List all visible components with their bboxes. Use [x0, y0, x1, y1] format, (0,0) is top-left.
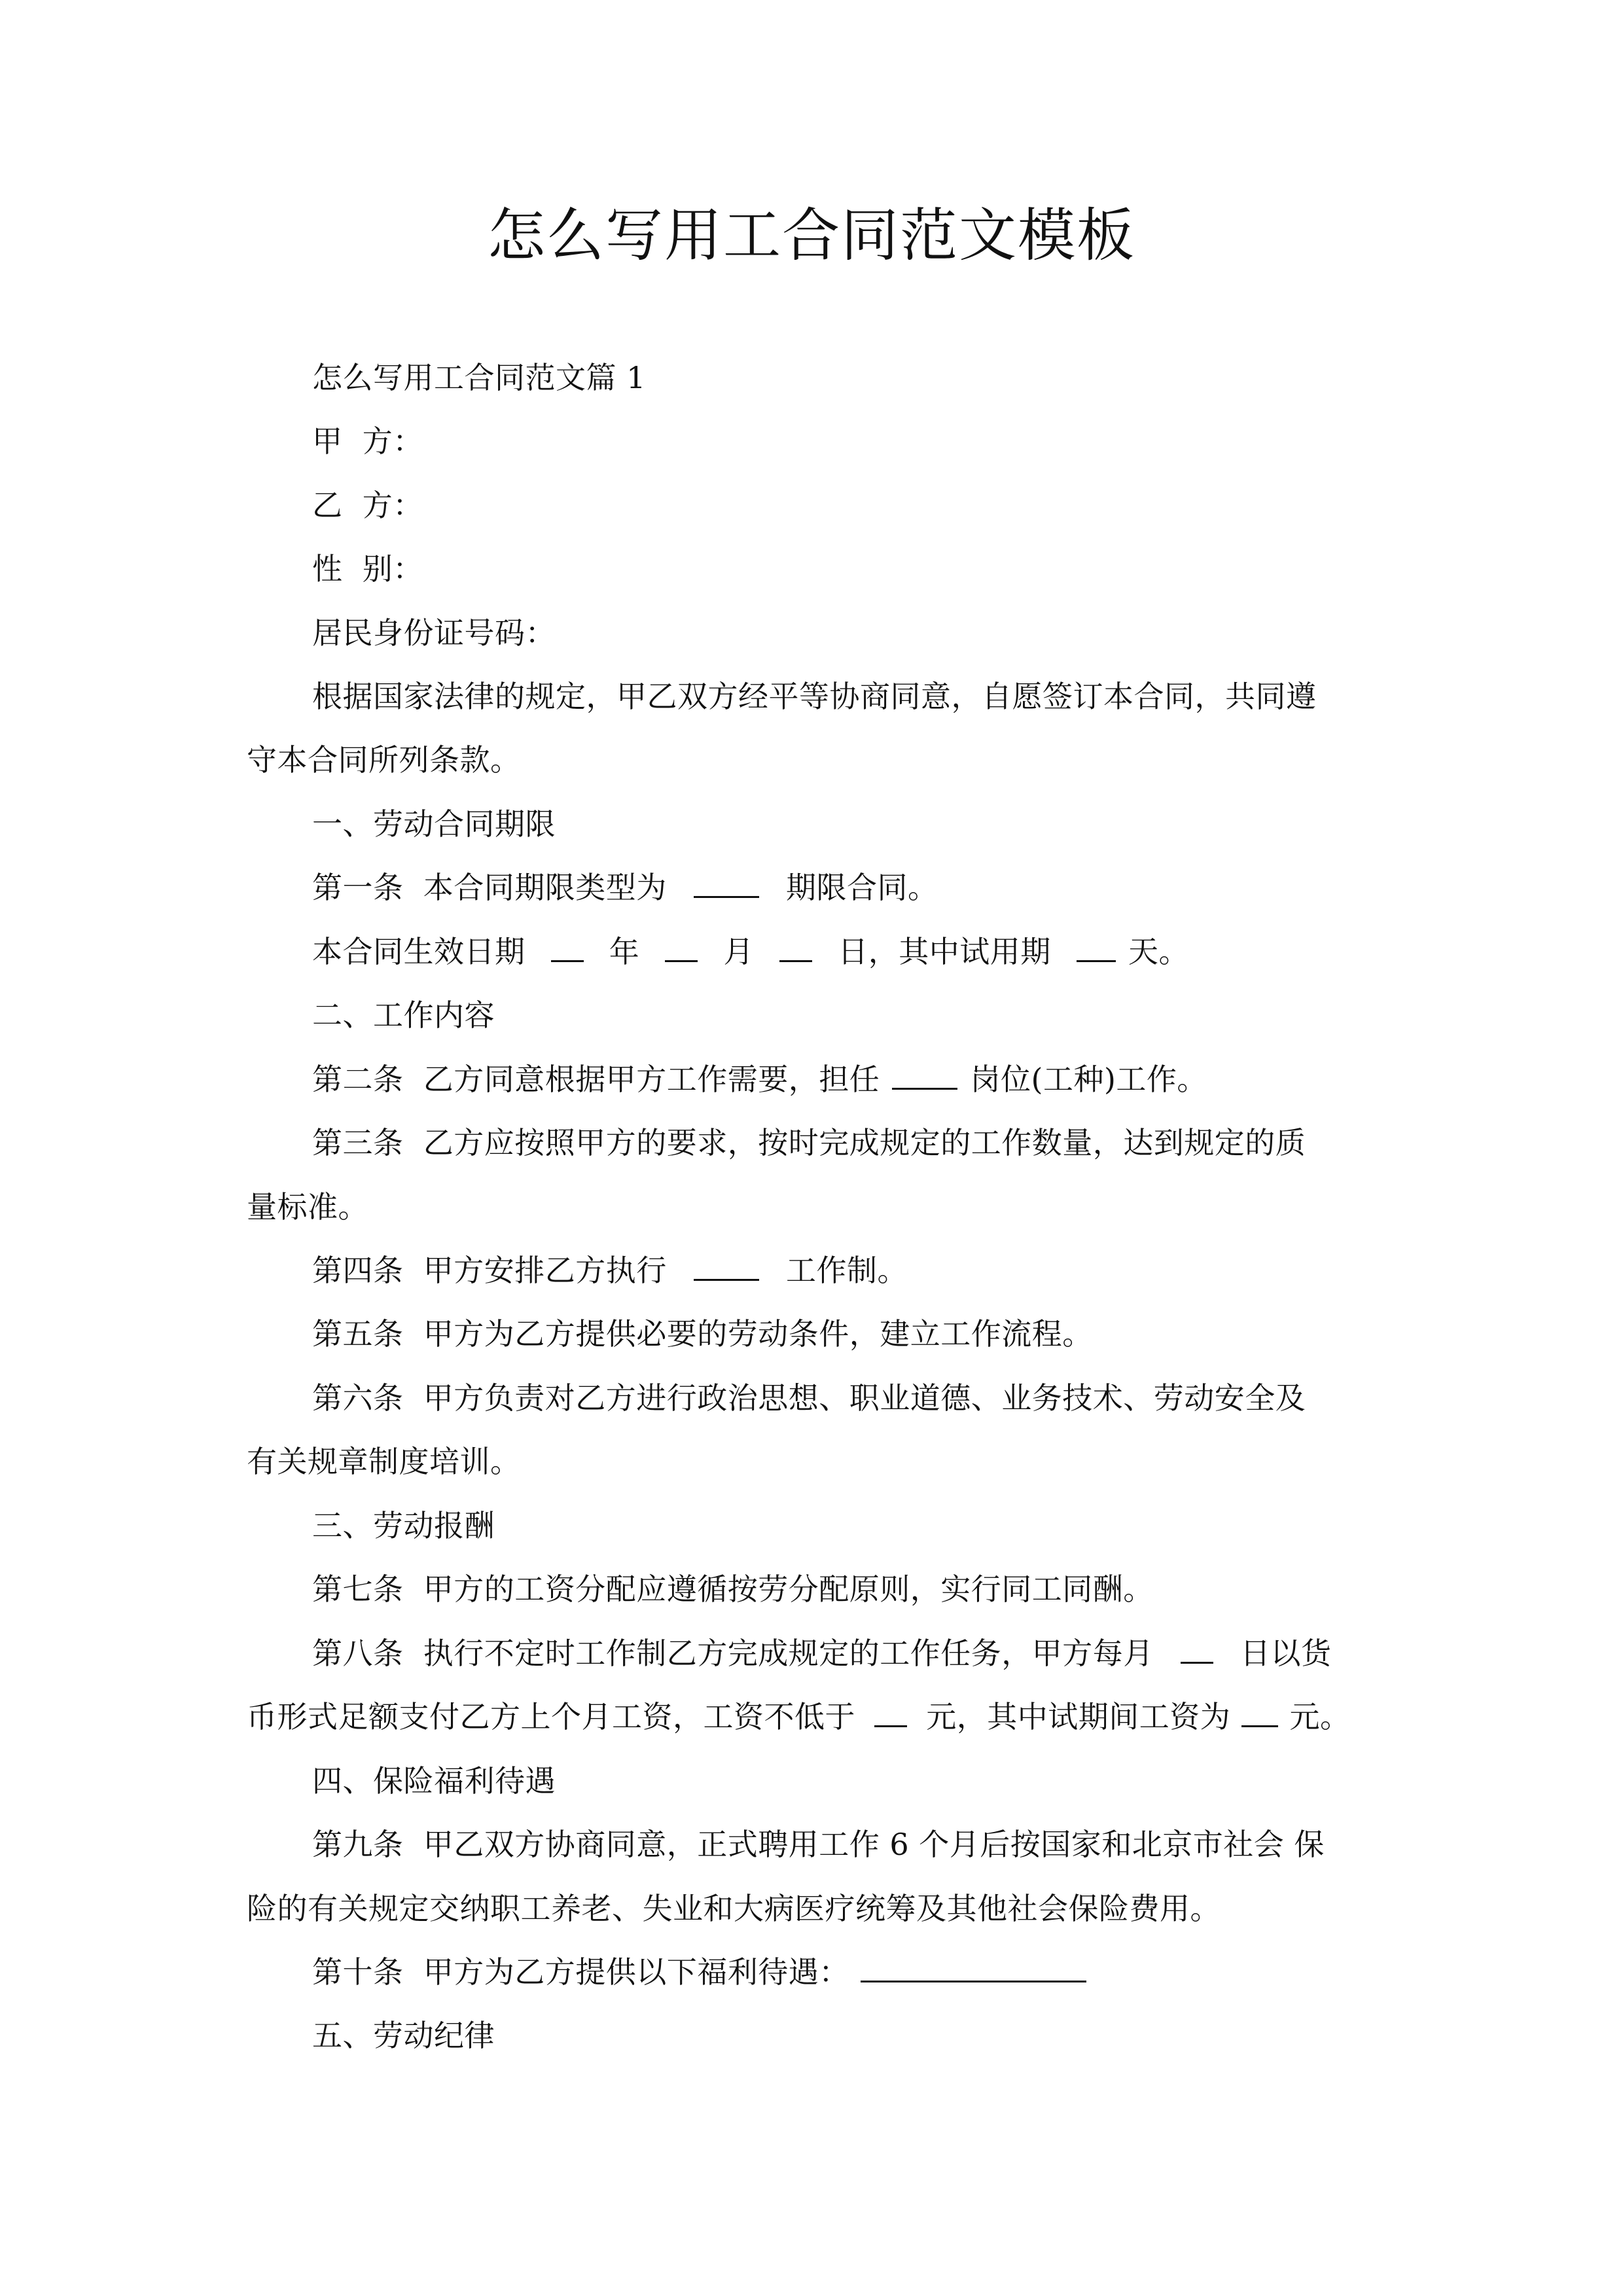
- subtitle: 怎么写用工合同范文篇 1: [312, 360, 646, 395]
- article-text: 元。: [1289, 1699, 1351, 1734]
- section-heading: 五、劳动纪律: [312, 2018, 495, 2053]
- article-8-line: [312, 1634, 1332, 1673]
- effective-date-line: [312, 932, 1189, 971]
- article-text: 第八条 执行不定时工作制乙方完成规定的工作任务，甲方每月: [312, 1636, 1154, 1671]
- article-text: 元，其中试期间工资为: [926, 1699, 1231, 1734]
- section-heading: 一、劳动合同期限: [312, 806, 556, 842]
- blank-field: [1241, 1699, 1278, 1727]
- intro-paragraph-line: 守本合同所列条款。: [247, 742, 521, 778]
- blank-field: [874, 1699, 907, 1727]
- article-text: 第十条 甲方为乙方提供以下福利待遇：: [312, 1954, 849, 1990]
- blank-field: [551, 934, 584, 962]
- section-heading: 四、保险福利待遇: [312, 1763, 556, 1799]
- intro-paragraph-line: 根据国家法律的规定，甲乙双方经平等协商同意，自愿签订本合同，共同遵: [312, 679, 1317, 714]
- article-5: 第五条 甲方为乙方提供必要的劳动条件，建立工作流程。: [312, 1316, 1093, 1352]
- article-7: 第七条 甲方的工资分配应遵循按劳分配原则，实行同工同酬。: [312, 1571, 1154, 1607]
- article-text: 天。: [1128, 934, 1189, 969]
- article-10: [312, 1952, 1088, 1992]
- article-text: 年: [609, 934, 640, 969]
- article-text: 币形式足额支付乙方上个月工资，工资不低于: [247, 1699, 855, 1734]
- article-9-line: 险的有关规定交纳职工养老、失业和大病医疗统筹及其他社会保险费用。: [247, 1891, 1221, 1926]
- blank-field: [779, 934, 812, 962]
- party-b-label: 乙 方：: [312, 488, 423, 523]
- article-text: 工作制。: [786, 1253, 908, 1288]
- article-6-line: 第六条 甲方负责对乙方进行政治思想、职业道德、业务技术、劳动安全及: [312, 1380, 1306, 1416]
- article-text: 第二条 乙方同意根据甲方工作需要，担任: [312, 1062, 880, 1097]
- article-8-line: [247, 1697, 1351, 1736]
- id-number-label: 居民身份证号码：: [312, 615, 556, 651]
- article-text: 期限合同。: [786, 870, 938, 905]
- article-text: 日，其中试用期: [838, 934, 1051, 969]
- article-4: [312, 1251, 908, 1290]
- document-title: 怎么写用工合同范文模板: [487, 202, 1135, 269]
- article-1: [312, 868, 938, 907]
- blank-field: [665, 934, 698, 962]
- blank-field: [694, 1253, 759, 1281]
- article-2: [312, 1060, 1207, 1099]
- article-6-line: 有关规章制度培训。: [247, 1444, 521, 1479]
- blank-field: [1077, 934, 1116, 962]
- article-text: 日以货: [1240, 1636, 1332, 1671]
- blank-field: [892, 1062, 957, 1090]
- article-9-line: 第九条 甲乙双方协商同意，正式聘用工作 6 个月后按国家和北京市社会 保: [312, 1827, 1325, 1862]
- article-text: 月: [723, 934, 754, 969]
- article-text: 本合同生效日期: [312, 934, 526, 969]
- party-a-label: 甲 方：: [312, 423, 423, 459]
- article-3-line: 量标准。: [247, 1189, 368, 1225]
- blank-field: [694, 870, 759, 898]
- article-text: 岗位(工种)工作。: [970, 1062, 1207, 1097]
- article-text: 第一条 本合同期限类型为: [312, 870, 667, 905]
- article-3-line: 第三条 乙方应按照甲方的要求，按时完成规定的工作数量，达到规定的质: [312, 1125, 1306, 1160]
- section-heading: 二、工作内容: [312, 997, 495, 1033]
- blank-field: [861, 1954, 1086, 1982]
- blank-field: [1181, 1636, 1213, 1664]
- section-heading: 三、劳动报酬: [312, 1508, 495, 1543]
- article-text: 第四条 甲方安排乙方执行: [312, 1253, 667, 1288]
- gender-label: 性 别：: [312, 551, 423, 586]
